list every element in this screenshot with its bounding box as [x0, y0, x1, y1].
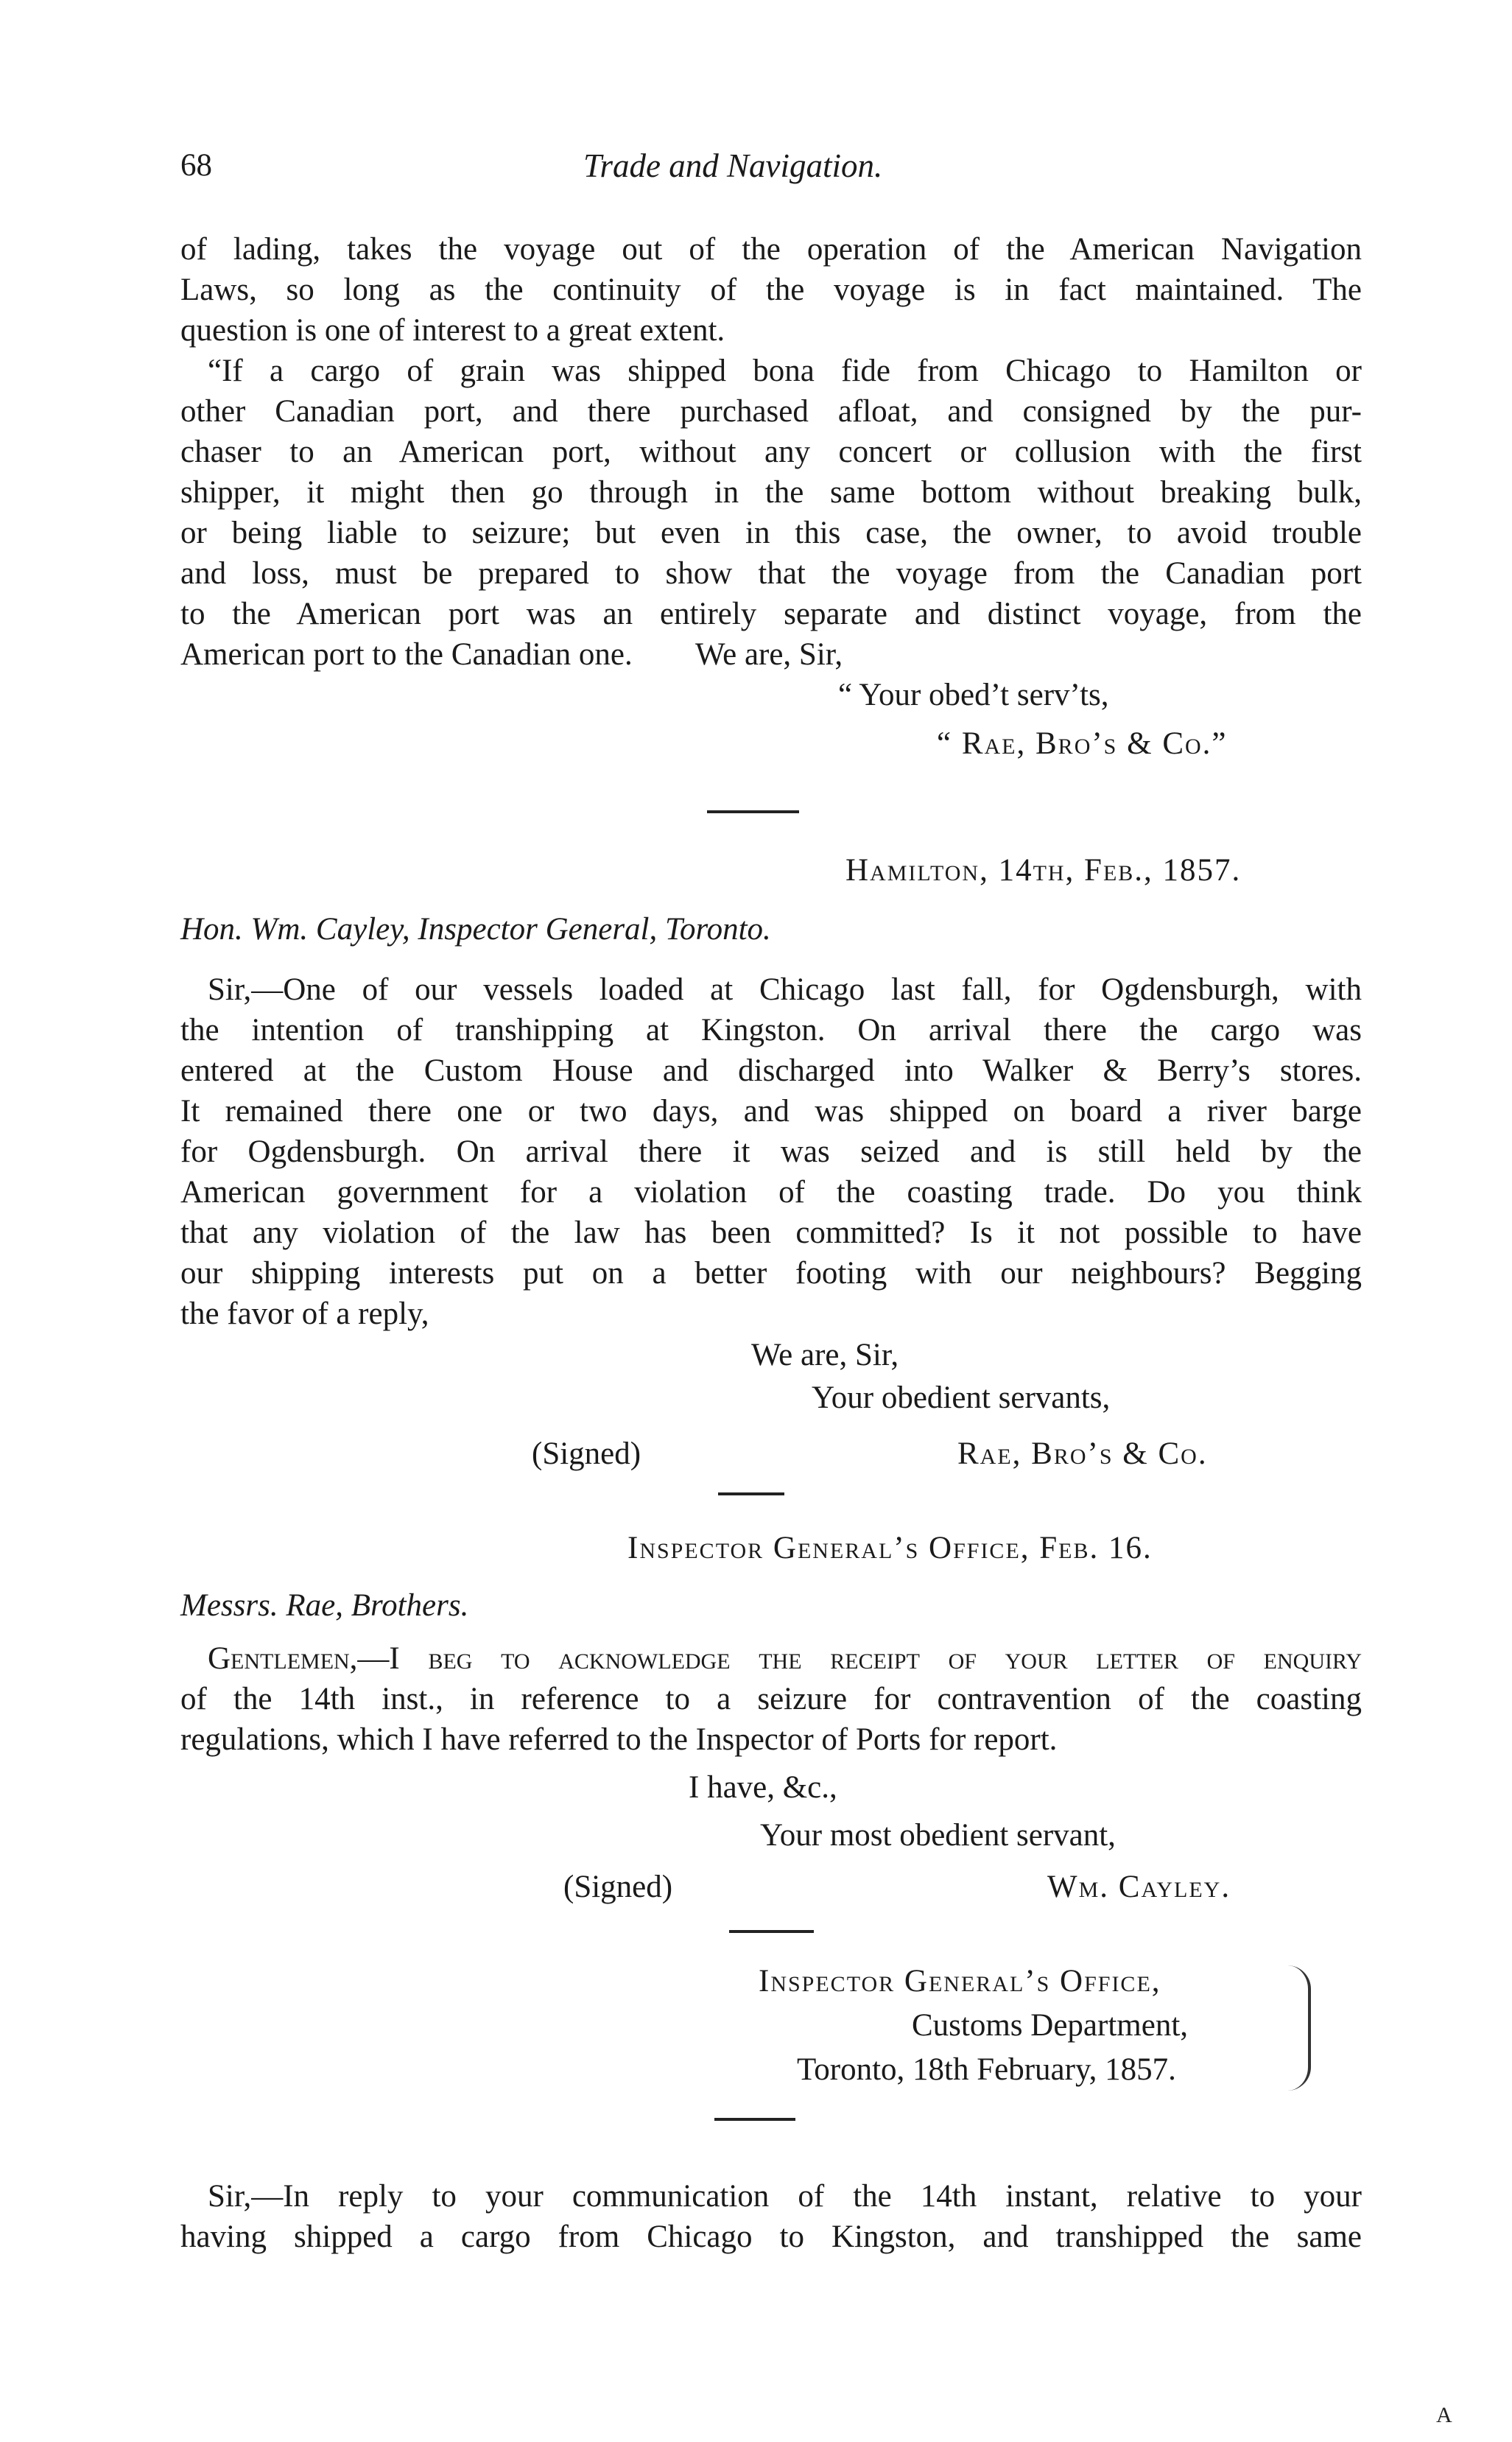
signature-mark: A [1436, 2403, 1452, 2427]
section-rule [707, 810, 799, 813]
closing-line: Your most obedient servant, [760, 1818, 1116, 1853]
text-line: chaser to an American port, without any concert or collusion with the first [180, 435, 1362, 469]
closing-line: Your obedient servants, [812, 1380, 1111, 1415]
page-number: 68 [180, 148, 212, 183]
signature: “ Rae, Bro’s & Co.” [937, 726, 1228, 761]
office-heading: Customs Department, [912, 2008, 1189, 2043]
signed-label: (Signed) [532, 1436, 641, 1471]
dateline: Hamilton, 14th, Feb., 1857. [845, 853, 1242, 888]
text-line: our shipping interests put on a better footing with our neighbours? Begging [180, 1256, 1362, 1291]
closing-line: “ Your obed’t serv’ts, [838, 678, 1109, 712]
text-line: to the American port was an entirely separate and distinct voyage, from the [180, 597, 1362, 631]
text-line: the favor of a reply, [180, 1297, 429, 1331]
text-line: “If a cargo of grain was shipped bona fide from Chicago to Hamilton or [208, 354, 1362, 388]
text-line: of lading, takes the voyage out of the operation of the American Navigation [180, 232, 1362, 267]
text-line: It remained there one or two days, and was shipped on board a river barge [180, 1094, 1362, 1129]
office-heading: Inspector General’s Office, [759, 1964, 1161, 1999]
text-line: American government for a violation of the coasting trade. Do you think [180, 1175, 1362, 1210]
signature: Wm. Cayley. [1047, 1870, 1231, 1904]
text-line: question is one of interest to a great extent. [180, 313, 725, 348]
office-heading: Toronto, 18th February, 1857. [797, 2052, 1176, 2087]
text-line: for Ogdensburgh. On arrival there it was seized and is still held by the [180, 1134, 1362, 1169]
text-line: Laws, so long as the continuity of the voyage is in fact maintained. The [180, 273, 1362, 307]
addressee: Messrs. Rae, Brothers. [180, 1588, 469, 1623]
text-line: the intention of transhipping at Kingston. On arrival there the cargo was [180, 1013, 1362, 1048]
text-line: American port to the Canadian one. We are, Sir, [180, 637, 843, 672]
closing-line: I have, &c., [689, 1770, 837, 1805]
section-rule [714, 2118, 795, 2121]
section-rule [729, 1930, 814, 1933]
text-line: other Canadian port, and there purchased afloat, and consigned by the pur- [180, 394, 1362, 429]
text-line: that any violation of the law has been committed? Is it not possible to have [180, 1215, 1362, 1250]
text-line: Sir,—In reply to your communication of the 14th instant, relative to your [208, 2179, 1362, 2214]
text-line: or being liable to seizure; but even in this case, the owner, to avoid trouble [180, 516, 1362, 550]
text-line: Gentlemen,—I beg to acknowledge the receipt of your letter of enquiry [208, 1641, 1362, 1676]
text-line: having shipped a cargo from Chicago to Kingston, and transhipped the same [180, 2220, 1362, 2254]
text-line: and loss, must be prepared to show that the voyage from the Canadian port [180, 556, 1362, 591]
text-line: regulations, which I have referred to the Inspector of Ports for report. [180, 1722, 1058, 1757]
text-line: Sir,—One of our vessels loaded at Chicago last fall, for Ogdensburgh, with [208, 972, 1362, 1007]
addressee: Hon. Wm. Cayley, Inspector General, Toronto. [180, 912, 771, 947]
text-line: shipper, it might then go through in the same bottom without breaking bulk, [180, 475, 1362, 510]
closing-line: We are, Sir, [751, 1338, 899, 1372]
running-title: Trade and Navigation. [583, 147, 883, 184]
text-line: entered at the Custom House and discharged into Walker & Berry’s stores. [180, 1053, 1362, 1088]
signed-label: (Signed) [563, 1870, 673, 1904]
signature: Rae, Bro’s & Co. [957, 1436, 1208, 1471]
section-rule [718, 1492, 784, 1495]
dateline: Inspector General’s Office, Feb. 16. [627, 1531, 1153, 1565]
text-line: of the 14th inst., in reference to a seizure for contravention of the coasting [180, 1682, 1362, 1716]
curly-brace [1287, 1965, 1311, 2091]
